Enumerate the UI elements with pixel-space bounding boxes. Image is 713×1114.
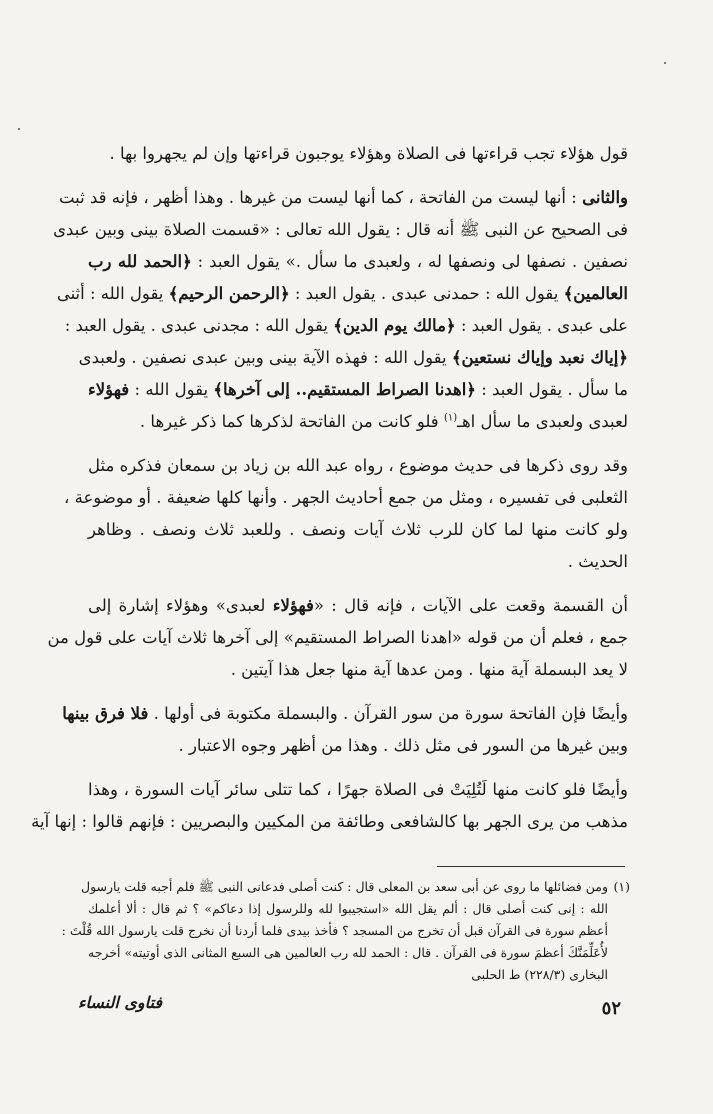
text-line: [31, 806, 628, 838]
emphasized-text: العالمين﴾: [563, 284, 628, 303]
text-run: أن القسمة وقعت على الآيات ، فإنه قال : «: [313, 596, 628, 615]
paragraph: [31, 774, 628, 838]
text-run: لعبدى ولعبدى ما سأل اهـ: [457, 412, 628, 431]
scan-speck: [18, 128, 20, 130]
text-run: يقول الله : حمدنى عبدى . يقول العبد :: [289, 284, 564, 303]
emphasized-text: فهؤلاء: [272, 596, 314, 615]
emphasized-text: ﴿اهدنا الصراط المستقيم.. إلى آخرها﴾: [213, 380, 476, 399]
text-line: [58, 182, 628, 214]
text-line: [88, 374, 628, 406]
footnote-text: لأُعَلِّمَنَّكَ أعظمَ سورة فى القرآن . قال : الحمد لله رب العالمين هى السبع المثانى الذى أوتيته» أخرجه: [88, 945, 608, 960]
footnote-text: ومن فضائلها ما روى عن أبى سعد بن المعلى قال : كنت أصلى فدعانى النبى ﷺ فلم أجبه قلت يارسول: [80, 879, 608, 894]
text-run: يقول الله : مجدنى عبدى . يقول العبد :: [64, 316, 334, 335]
text-run: فلو كانت من الفاتحة لذكرها كما ذكر غيرها .: [139, 412, 444, 431]
text-line: [56, 278, 628, 310]
text-line: [88, 774, 628, 806]
emphasized-text: والثانى: [582, 188, 628, 207]
text-run: يقول الله : فهذه الآية بينى وبين عبدى نصفين . ولعبدى: [78, 348, 452, 367]
emphasized-text: ﴿الرحمن الرحيم﴾: [168, 284, 290, 303]
text-line: [88, 514, 628, 546]
footnote-line: [88, 898, 630, 920]
paragraph: [88, 138, 628, 170]
text-line: [88, 450, 628, 482]
footnote: [61, 876, 630, 986]
text-line: [64, 482, 628, 514]
text-run: مذهب من يرى الجهر بها كالشافعى وطائفة من المكيين والبصريين : فإنهم قالوا : إنها آية: [31, 812, 628, 831]
paragraph: [53, 182, 628, 438]
text-line: [47, 622, 628, 654]
emphasized-text: فلا فرق بينها: [62, 704, 149, 723]
text-run: يقول الله : أثنى: [56, 284, 169, 303]
text-run: يقول الله :: [129, 380, 214, 399]
paragraph: [64, 450, 628, 578]
text-run: جمع ، فعلم أن من قوله «اهدنا الصراط المستقيم» إلى آخرها ثلاث آيات على قول من: [47, 628, 628, 647]
text-line: [64, 310, 628, 342]
text-line: [78, 342, 628, 374]
text-run: لا يعد البسملة آية منها . ومن عدها آية منها جعل هذا آيتين .: [230, 660, 628, 679]
footnote-line: [80, 876, 630, 898]
text-line: [88, 246, 628, 278]
text-line: [88, 654, 628, 686]
text-run: وبين غيرها من السور فى مثل ذلك . وهذا من أظهر وجوه الاعتبار .: [178, 736, 628, 755]
text-line: [53, 214, 628, 246]
text-run: نصفين . نصفها لى ونصفها له ، ولعبدى ما سأل .» يقول العبد :: [191, 252, 628, 271]
text-line: [88, 730, 628, 762]
text-line: [88, 406, 628, 438]
text-run: وأيضًا فإن الفاتحة سورة من سور القرآن . والبسملة مكتوبة فى أولها .: [148, 704, 628, 723]
paragraph: [62, 698, 628, 762]
running-footer-book-title: فتاوى النساء: [78, 993, 162, 1012]
emphasized-text: فهؤلاء: [88, 380, 130, 399]
footnote-separator: [437, 866, 625, 867]
footnote-text: الله : إنى كنت أصلى قال : ألم يقل الله «استجيبوا لله وللرسول إذا دعاكم» ؟ ثم قال : ألا أعلمك: [88, 901, 608, 916]
footnote-line: [61, 920, 630, 942]
text-run: قول هؤلاء تجب قراءتها فى الصلاة وهؤلاء يوجبون قراءتها وإن لم يجهروا بها .: [109, 144, 628, 163]
emphasized-text: ﴿إياك نعبد وإياك نستعين﴾: [451, 348, 628, 367]
text-run: الثعلبى فى تفسيره ، ومثل من جمع أحاديث الجهر . وأنها كلها ضعيفة . أو موضوعة ،: [64, 488, 628, 507]
footnote-line: [88, 942, 630, 964]
text-run: فى الصحيح عن النبى ﷺ أنه قال : يقول الله تعالى : «قسمت الصلاة بينى وبين عبدى: [53, 220, 628, 239]
text-run: ولو كانت منها لما كان للرب ثلاث آيات ونصف . وللعبد ثلاث ونصف . وظاهر: [88, 520, 628, 539]
text-line: [88, 138, 628, 170]
text-run: وأيضًا فلو كانت منها لَتُلِيَتْ فى الصلاة جهرًا ، كما تتلى سائر آيات السورة ، وهذا: [88, 780, 628, 799]
scan-speck: [664, 62, 666, 64]
footnote-marker[interactable]: (١): [443, 412, 458, 424]
emphasized-text: ﴿الحمد لله رب: [88, 252, 192, 271]
text-run: الحديث .: [567, 552, 628, 571]
text-line: [88, 546, 628, 578]
text-run: على عبدى . يقول العبد :: [455, 316, 628, 335]
footnote-line: [88, 964, 630, 986]
main-text-body: [31, 138, 628, 850]
text-line: [88, 590, 628, 622]
footnote-text: أعظم سورة فى القرآن قبل أن تخرج من المسجد ؟ فأخذ بيدى فلما أردنا أن نخرج قلت يارسول الله قُلْتَ :: [61, 923, 608, 938]
text-line: [62, 698, 628, 730]
footnote-text: البخارى (٢٢٨/٣) ط الحلبى: [471, 967, 608, 982]
text-run: لعبدى» وهؤلاء إشارة إلى: [88, 596, 273, 615]
text-run: وقد روى ذكرها فى حديث موضوع ، رواه عبد الله بن زياد بن سمعان فذكره مثل: [88, 456, 628, 475]
footnote-number: (١): [613, 879, 630, 894]
paragraph: [47, 590, 628, 686]
text-run: : أنها ليست من الفاتحة ، كما أنها ليست من غيرها . وهذا أظهر ، فإنه قد ثبت: [58, 188, 583, 207]
page-number: ٥٢: [601, 998, 621, 1019]
text-run: ما سأل . يقول العبد :: [475, 380, 628, 399]
emphasized-text: ﴿مالك يوم الدين﴾: [333, 316, 456, 335]
